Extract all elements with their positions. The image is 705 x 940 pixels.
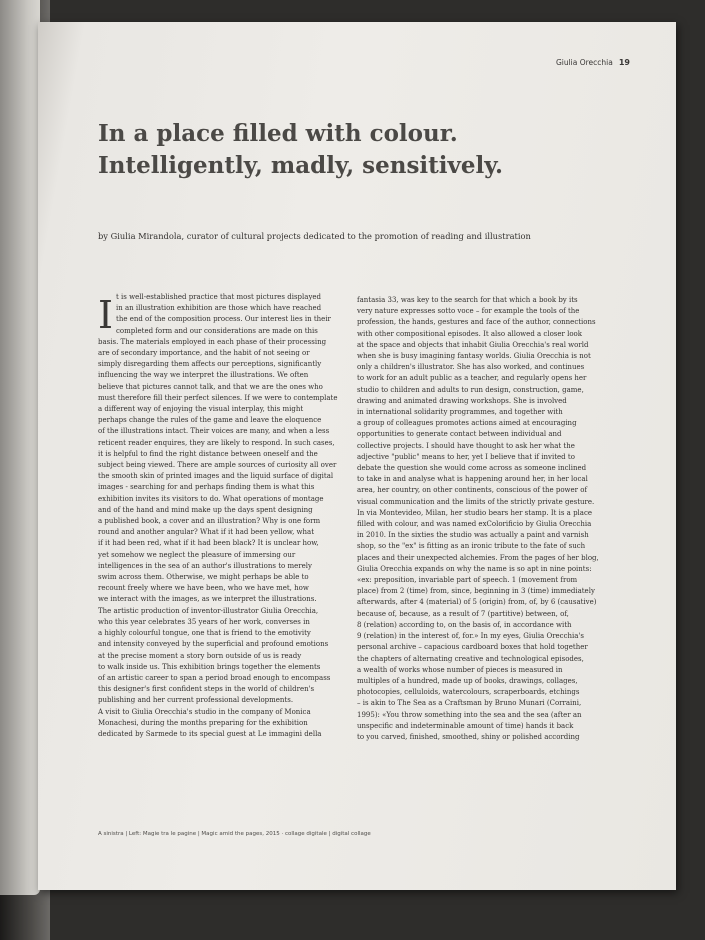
text-line: to take in and analyse what is happening around her, in her local (357, 475, 588, 484)
text-line: multiples of a hundred, made up of books, drawings, collages, (357, 676, 578, 685)
text-line: exhibition invites its visitors to do. What operations of montage (98, 494, 324, 503)
text-line: intelligences in the sea of an author's illustrations to merely (98, 561, 312, 570)
text-line: in an illustration exhibition are those which have reached (116, 304, 322, 313)
text-line: Giulia Orecchia expands on why the name is so apt in nine points: (357, 564, 592, 573)
text-line: yet somehow we neglect the pleasure of immersing our (98, 550, 296, 559)
text-line: because of, because, as a result of 7 (partitive) between, of, (357, 609, 569, 618)
running-head (556, 58, 630, 67)
text-line: collective projects. I should have thought to ask her what the (357, 441, 575, 450)
text-line: – is akin to The Sea as a Craftsman by Bruno Munari (Corraini, (357, 699, 582, 708)
text-line: fantasia 33, was key to the search for that which a book by its (357, 296, 578, 304)
text-line: are of secondary importance, and the habit of not seeing or (98, 349, 310, 358)
text-line: the end of the composition process. Our interest lies in their (116, 315, 331, 324)
text-line: in international solidarity programmes, and together with (357, 408, 563, 417)
text-line: and of the hand and mind make up the days spent designing (98, 505, 313, 514)
text-line: a group of colleagues promotes actions aimed at encouraging (357, 419, 577, 428)
text-line: basis. The materials employed in each phase of their processing (98, 337, 327, 346)
text-line: completed form and our considerations are made on this (116, 326, 318, 335)
text-line: only a children's illustrator. She has also worked, and continues (357, 363, 585, 372)
text-line: The artistic production of inventor-illustrator Giulia Orecchia, (98, 606, 319, 615)
text-line: of the illustrations intact. Their voices are many, and when a less (98, 427, 330, 436)
text-line: 1995): «You throw something into the sea and the sea (after an (357, 710, 582, 719)
text-line: places and their unexpected alchemies. From the pages of her blog, (357, 553, 599, 562)
book-page (38, 22, 676, 890)
text-line: reticent reader enquires, they are likely to respond. In such cases, (98, 438, 335, 447)
text-line: personal archive – capacious cardboard boxes that hold together (357, 643, 588, 652)
text-line: adjective "public" means to her, yet I believe that if invited to (357, 452, 575, 461)
text-line: dedicated by Sarmede to its special guest at Le immagini della (98, 729, 322, 738)
text-line: and intensity conveyed by the superficial and profound emotions (98, 640, 329, 649)
text-line: the chapters of alternating creative and technological episodes, (357, 654, 584, 663)
text-line: this designer's first confident steps in the world of children's (98, 685, 315, 694)
text-line: very nature expresses sotto voce – for example the tools of the (357, 307, 580, 316)
text-line: with other compositional episodes. It also allowed a closer look (357, 329, 583, 338)
previous-page-edge (0, 0, 40, 895)
text-line: A visit to Giulia Orecchia's studio in the company of Monica (98, 707, 311, 716)
text-line: swim across them. Otherwise, we might perhaps be able to (98, 573, 309, 582)
text-line: in 2010. In the sixties the studio was actually a paint and varnish (357, 531, 589, 540)
text-line: 9 (relation) in the interest of, for.» In my eyes, Giulia Orecchia's (357, 632, 584, 641)
text-line: recount freely where we have been, who we have met, how (98, 584, 309, 593)
running-head-author: Giulia Orecchia (555, 58, 613, 67)
text-line: photocopies, celluloids, watercolours, scraperboards, etchings (357, 688, 580, 697)
text-line: at the space and objects that inhabit Giulia Orecchia's real world (357, 340, 589, 349)
text-line: a highly colourful tongue, one that is friend to the emotivity (98, 629, 311, 638)
text-line: must therefore fill their perfect silences. If we were to contemplate (98, 393, 338, 402)
text-line: publishing and her current professional developments. (98, 696, 294, 705)
text-line: t is well-established practice that most pictures displayed (116, 293, 322, 301)
text-line: to work for an adult public as a teacher, and regularly opens her (357, 374, 587, 383)
text-line: perhaps change the rules of the game and leave the eloquence (98, 416, 322, 425)
text-line: Monachesi, during the months preparing for the exhibition (98, 718, 308, 727)
text-line: visual communication and the limits of the strictly private gesture. (357, 497, 595, 506)
text-line: a wealth of works whose number of pieces is measured in (357, 665, 563, 674)
text-line: place) from 2 (time) from, since, beginning in 3 (time) immediately (357, 587, 595, 596)
left-column (98, 292, 341, 740)
title-line-2: Intelligently, madly, sensitively. (98, 152, 503, 179)
text-line: it is helpful to find the right distance between oneself and the (98, 449, 318, 458)
text-line: filled with colour, and was named exColorificio by Giulia Orecchia (357, 520, 592, 529)
text-line: influencing the way we interpret the illustrations. We often (98, 371, 309, 380)
text-line: the smooth skin of printed images and the liquid surface of digital (98, 472, 334, 481)
text-line: to you carved, finished, smoothed, shiny or polished according (357, 732, 580, 741)
text-line: images - searching for and perhaps finding them is what this (98, 483, 315, 492)
text-line: believe that pictures cannot talk, and that we are the ones who (98, 382, 323, 391)
text-line: afterwards, after 4 (material) of 5 (origin) from, of, by 6 (causative) (357, 598, 597, 607)
text-line: who this year celebrates 35 years of her work, converses in (98, 617, 310, 626)
title-line-1: In a place filled with colour. (98, 120, 458, 147)
text-line: when she is busy imagining fantasy worlds. Giulia Orecchia is not (357, 352, 591, 361)
text-line: profession, the hands, gestures and face of the author, connections (357, 318, 596, 327)
text-line: 8 (relation) according to, on the basis of, in accordance with (357, 620, 572, 629)
text-line: round and another angular? What if it had been yellow, what (98, 528, 315, 537)
text-line: area, her country, on other continents, conscious of the power of (357, 486, 588, 495)
text-line: «ex: preposition, invariable part of speech. 1 (movement from (357, 576, 578, 585)
text-line: drawing and animated drawing workshops. She is involved (357, 396, 567, 405)
text-line: shop, so the "ex" is fitting as an ironic tribute to the fate of such (357, 542, 586, 551)
text-line: In via Montevideo, Milan, her studio bears her stamp. It is a place (357, 508, 593, 517)
text-line: a different way of enjoying the visual interplay, this might (98, 405, 304, 414)
text-line: at the precise moment a story born outside of us is ready (98, 651, 302, 660)
text-line: simply disregarding them affects our perceptions, significantly (98, 360, 322, 369)
text-line: if it had been red, what if it had been black? It is unclear how, (98, 539, 319, 548)
right-column (357, 295, 600, 743)
text-line: studio to children and adults to run design, construction, game, (357, 385, 584, 394)
text-line: opportunities to generate contact between individual and (357, 430, 562, 439)
drop-cap: I (98, 293, 114, 337)
text-line: debate the question she would come across as someone inclined (357, 464, 587, 473)
page-number: 19 (618, 58, 630, 67)
text-line: to walk inside us. This exhibition brings together the elements (98, 662, 321, 671)
text-line: subject being viewed. There are ample sources of curiosity all over (98, 461, 337, 470)
text-line: a published book, a cover and an illustration? Why is one form (98, 517, 321, 526)
text-line: we interact with the images, as we interpret the illustrations. (98, 595, 317, 604)
text-line: of an artistic career to span a period broad enough to encompass (98, 673, 331, 682)
text-line: unspecific and indeterminable amount of time) hands it back (357, 721, 574, 730)
image-caption: A sinistra | Left: Magie tra le pagine | Magic amid the pages, 2015 · collage digitale | digital collage (98, 831, 371, 837)
byline: by Giulia Mirandola, curator of cultural projects dedicated to the promotion of reading and illustration (98, 231, 531, 241)
article-title (98, 118, 618, 182)
